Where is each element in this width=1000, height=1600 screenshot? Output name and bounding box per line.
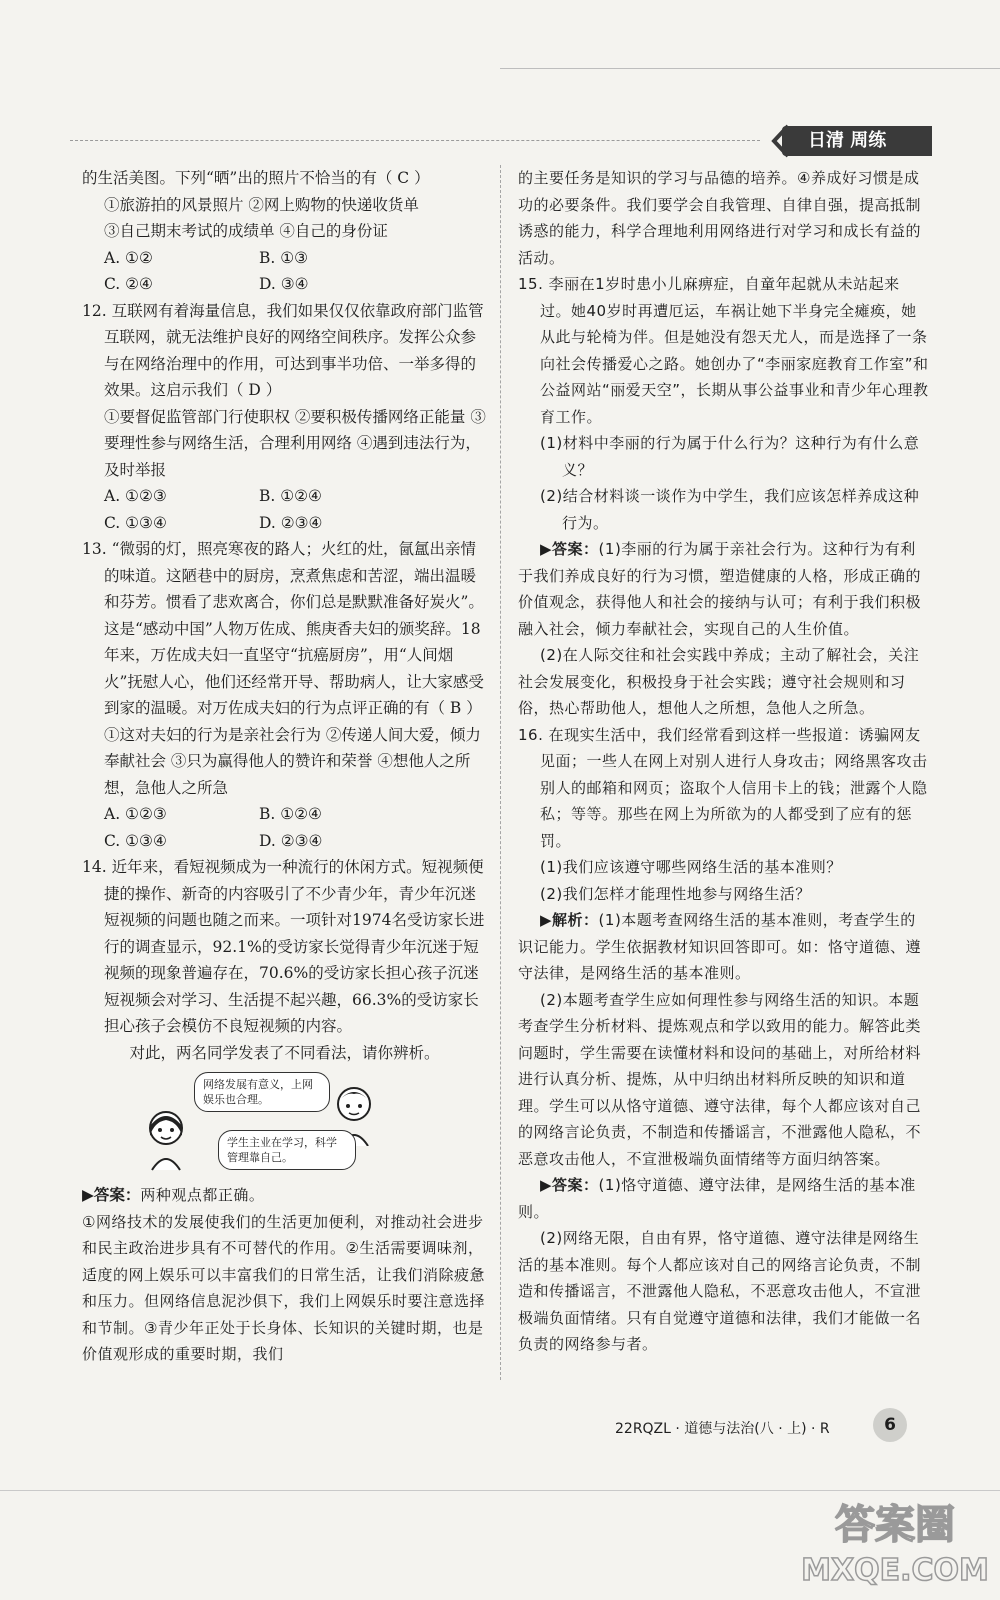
q14-answer-lead: 两种观点都正确。 <box>140 1186 265 1204</box>
option: A. ①② <box>104 248 153 267</box>
analysis-label: ▶解析： <box>540 911 599 929</box>
q12-items: ①要督促监管部门行使职权 ②要积极传播网络正能量 ③要理性参与网络生活，合理利用网络 ④遇到违法行为，及时举报 <box>104 407 486 479</box>
q13-stem: 13. “微弱的灯，照亮寒夜的路人；火红的灶，氤氲出亲情的味道。这陋巷中的厨房，烹煮焦虑和苦涩，端出温暖和芬芳。惯看了悲欢离合，你们总是默默准备好炭火”。这是“感动中国”人物万佐成、熊庚香夫妇的颁奖辞。18年来，万佐成夫妇一直坚守“抗癌厨房”，用“人间烟火”抚慰人心，他们还经常开导、帮助病人，让大家感受到家的温暖。对万佐成夫妇的行为点评正确的有（ B ） <box>82 540 484 717</box>
q14-answer-text: ①网络技术的发展使我们的生活更加便利，对推动社会进步和民主政治进步具有不可替代的作用。②生活需要调味剂，适度的网上娱乐可以丰富我们的日常生活，让我们消除疲惫和压力。但网络信息泥沙俱下，我们上网娱乐时要注意选择和节制。③青少年正处于长身体、长知识的关键时期，也是价值观形成的重要时期，我们 <box>82 1212 486 1363</box>
q11-continued: 的生活美图。下列“晒”出的照片不恰当的有（ C ） <box>82 169 430 187</box>
option: A. ①②③ <box>104 487 167 505</box>
q11-items-2: ③自己期末考试的成绩单 ④自己的身份证 <box>104 222 388 240</box>
left-column <box>82 165 487 1368</box>
right-column <box>518 165 930 1358</box>
q12-options-row-2 <box>82 510 487 537</box>
q13-options-row-2 <box>82 828 487 855</box>
q11-items-1: ①旅游拍的风景照片 ②网上购物的快递收货单 <box>104 195 419 214</box>
column-divider <box>500 165 501 1380</box>
q15-subquestion-2: (2)结合材料谈一谈作为中学生，我们应该怎样养成这种行为。 <box>540 487 920 532</box>
cartoon-illustration <box>82 1072 487 1172</box>
q16-stem: 16. 在现实生活中，我们经常看到这样一些报道：诱骗网友见面；一些人在网上对别人进行人身攻击；网络黑客攻击别人的邮箱和网页；盗取个人信用卡上的钱；泄露个人隐私；等等。那些在网上为所欲为的人都受到了应有的惩罚。 <box>518 725 928 850</box>
option: B. ①③ <box>259 248 309 267</box>
girl-student-icon <box>142 1108 190 1172</box>
watermark-url: MXQE.COM <box>801 1553 989 1588</box>
q14-answer-continued: 的主要任务是知识的学习与品德的培养。④养成好习惯是成功的必要条件。我们要学会自我管理、自律自强，提高抵制诱惑的能力，科学合理地利用网络进行对学习和成长有益的活动。 <box>518 169 922 267</box>
answer-label: ▶答案： <box>540 1176 599 1194</box>
option: C. ②④ <box>104 275 153 293</box>
option: C. ①③④ <box>104 831 167 850</box>
q13-items: ①这对夫妇的行为是亲社会行为 ②传递人间大爱，倾力奉献社会 ③只为赢得他人的赞许和荣誉 ④想他人之所想，急他人之所急 <box>104 725 481 797</box>
q14-stem: 14. 近年来，看短视频成为一种流行的休闲方式。短视频便捷的操作、新奇的内容吸引了不少青少年，青少年沉迷短视频的问题也随之而来。一项针对1974名受访家长进行的调查显示，92.1%的受访家长觉得青少年沉迷于短视频的现象普遍存在，70.6%的受访家长担心孩子沉迷短视频会对学习、生活提不起兴趣，66.3%的受访家长担心孩子会模仿不良短视频的内容。 <box>82 858 485 1035</box>
page-number: 6 <box>873 1408 907 1442</box>
q11-options-row-1 <box>82 245 487 272</box>
q16-analysis-2: (2)本题考查学生应如何理性参与网络生活的知识。本题考查学生分析材料、提炼观点和学以致用的能力。解答此类问题时，学生需要在读懂材料和设问的基础上，对所给材料进行认真分析、提炼，从中归纳出材料所反映的知识和道理。学生可以从恪守道德、遵守法律，每个人都应该对自己的网络言论负责，不制造和传播谣言，不泄露他人隐私，不恶意攻击他人，不宣泄极端负面情绪等方面归纳答案。 <box>518 990 922 1168</box>
footer-series: 22RQZL · 道德与法治(八 · 上) · R <box>615 1421 830 1437</box>
speech-bubble-1: 网络发展有意义，上网娱乐也合理。 <box>194 1072 330 1112</box>
option: D. ②③④ <box>259 831 323 850</box>
option: A. ①②③ <box>104 805 167 823</box>
q11-options-row-2 <box>82 271 487 298</box>
option: B. ①②④ <box>259 487 322 505</box>
q12-stem: 12. 互联网有着海量信息，我们如果仅仅依靠政府部门监管互联网，就无法维护良好的网络空间秩序。发挥公众参与在网络治理中的作用，可达到事半功倍、一举多得的效果。这启示我们（ D ） <box>82 301 484 399</box>
q16-answer-2: (2)网络无限，自由有界，恪守道德、遵守法律是网络生活的基本准则。每个人都应该对自己的网络言论负责，不制造和传播谣言，不泄露他人隐私，不恶意攻击他人，不宣泄极端负面情绪。只有自觉遵守道德和法律，我们才能做一名负责的网络参与者。 <box>518 1229 922 1353</box>
q16-analysis-1: (1)本题考查网络生活的基本准则，考查学生的识记能力。学生依据教材知识回答即可。如：恪守道德、遵守法律，是网络生活的基本准则。 <box>518 911 922 982</box>
q16-subquestion-2: (2)我们怎样才能理性地参与网络生活？ <box>540 884 811 903</box>
q15-stem: 15. 李丽在1岁时患小儿麻痹症，自童年起就从未站起来过。她40岁时再遭厄运，车祸让她下半身完全瘫痪，她从此与轮椅为伴。但是她没有怨天尤人，而是选择了一条向社会传播爱心之路。她创办了“李丽家庭教育工作室”和公益网站“丽爱天空”，长期从事公益事业和青少年心理教育工作。 <box>518 275 929 426</box>
q15-answer-1: (1)李丽的行为属于亲社会行为。这种行为有利于我们养成良好的行为习惯，塑造健康的人格，形成正确的价值观念，获得他人和社会的接纳与认可；有利于我们积极融入社会，倾力奉献社会，实现自己的人生价值。 <box>518 540 922 638</box>
q16-answer-1: (1)恪守道德、遵守法律，是网络生活的基本准则。 <box>518 1176 916 1221</box>
q13-options-row-1 <box>82 801 487 828</box>
speech-bubble-2: 学生主业在学习，科学管理靠自己。 <box>218 1130 356 1170</box>
answer-label: ▶答案： <box>82 1186 141 1204</box>
header-dashed-rule <box>70 140 760 141</box>
option: D. ③④ <box>259 275 309 293</box>
q15-answer-2: (2)在人际交往和社会实践中养成；主动了解社会，关注社会发展变化，积极投身于社会实践；遵守社会规则和习俗，热心帮助他人，想他人之所想，急他人之所急。 <box>518 646 920 717</box>
watermark-text: 答案圈 <box>835 1502 955 1548</box>
option: B. ①②④ <box>259 805 322 823</box>
option: C. ①③④ <box>104 513 167 532</box>
q12-options-row-1 <box>82 483 487 510</box>
q15-subquestion-1: (1)材料中李丽的行为属于什么行为？这种行为有什么意义？ <box>540 434 920 479</box>
section-tag: 日清 周练 <box>782 126 932 156</box>
top-rule <box>500 68 1000 69</box>
q14-prompt: 对此，两名同学发表了不同看法，请你辨析。 <box>129 1043 440 1062</box>
option: D. ②③④ <box>259 513 323 532</box>
q16-subquestion-1: (1)我们应该遵守哪些网络生活的基本准则？ <box>540 858 842 876</box>
answer-label: ▶答案： <box>540 540 599 558</box>
watermark-logo <box>800 1490 990 1590</box>
